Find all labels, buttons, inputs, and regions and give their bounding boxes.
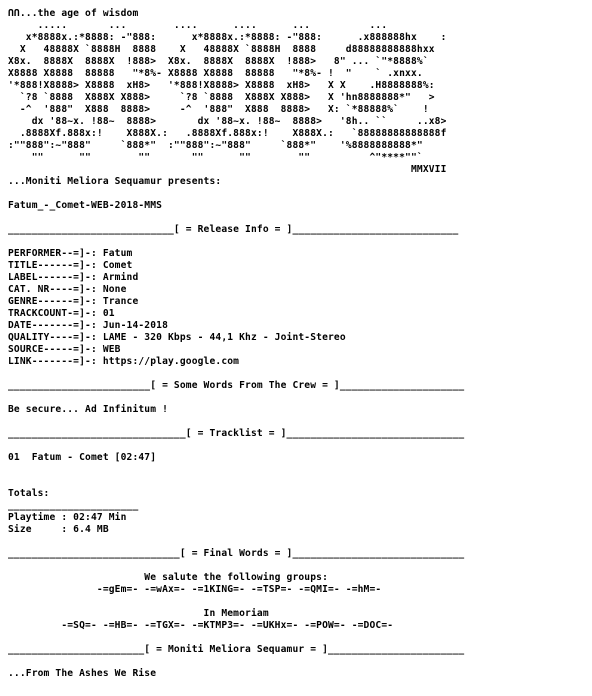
nfo-line [8,440,584,452]
nfo-line [8,368,584,380]
nfo-line [8,188,584,200]
nfo-line: X8x. 8888X 8888X !888> X8x. 8888X 8888X !888> 8" ... `"*8888%` [8,56,429,67]
nfo-line: x*8888x.:*8888: -"888: x*8888x.:*8888: -"888: .x888888hx : [8,32,447,43]
nfo-line: "" "" "" "" "" "" ^"****""` [8,152,429,163]
nfo-line: ______________________ [8,500,139,511]
nfo-line: X8888 X8888 88888 "*8%- X8888 X8888 88888 "*8%- ! " ` .xnxx. [8,68,423,79]
nfo-line: ____________________________[ = Release Info = ]____________________________ [8,224,459,235]
nfo-line: DATE-------=]-: Jun-14-2018 [8,320,168,331]
nfo-line: LINK-------=]-: https://play.google.com [8,356,240,367]
nfo-line [8,236,584,248]
nfo-line: .8888Xf.888x:! X888X.: .8888Xf.888x:! X888X.: `88888888888888f [8,128,447,139]
nfo-line: -=SQ=- -=HB=- -=TGX=- -=KTMP3=- -=UKHx=- -=POW=- -=DOC=- [8,620,394,631]
nfo-line: _____________________________[ = Final Words = ]_____________________________ [8,548,465,559]
nfo-line: TRACKCOUNT-=]-: 01 [8,308,115,319]
nfo-line: :""888":~"888" `888*" :""888":~"888" `888*" '%8888888888*" [8,140,423,151]
nfo-line [8,560,584,572]
nfo-line: ...Moniti Meliora Sequamur presents: [8,176,222,187]
nfo-line: Totals: [8,488,50,499]
nfo-line: dx '88~x. !88~ 8888> dx '88~x. !88~ 8888> '8h.. `` ..x8> [8,116,447,127]
nfo-line: 01 Fatum - Comet [02:47] [8,452,157,463]
nfo-line: QUALITY----=]-: LAME - 320 Kbps - 44,1 Khz - Joint-Stereo [8,332,346,343]
nfo-line: -=gEm=- -=wAx=- -=1KING=- -=TSP=- -=QMI=- -=hM=- [8,584,382,595]
nfo-line: _______________________[ = Moniti Meliora Sequamur = ]_______________________ [8,644,465,655]
nfo-line [8,476,584,488]
nfo-line: `?8 `8888 X888X X888> `?8 `8888 X888X X888> X 'hn8888888*" > [8,92,435,103]
nfo-line: Size : 6.4 MB [8,524,109,535]
nfo-line: ________________________[ = Some Words From The Crew = ]_____________________ [8,380,465,391]
nfo-line: X 48888X `8888H 8888 X 48888X `8888H 8888 d88888888888hxx [8,44,435,55]
nfo-line: In Memoriam [8,608,269,619]
nfo-line [8,632,584,644]
nfo-line [8,536,584,548]
nfo-line [8,392,584,404]
nfo-line [8,656,584,668]
nfo-line: Fatum_-_Comet-WEB-2018-MMS [8,200,163,211]
nfo-line: -^ '888" X888 8888> -^ '888" X888 8888> X: `*88888%` ! [8,104,429,115]
nfo-line: ______________________________[ = Tracklist = ]______________________________ [8,428,465,439]
nfo-line: PERFORMER--=]-: Fatum [8,248,133,259]
nfo-line: ...From The Ashes We Rise [8,668,157,679]
nfo-line: GENRE------=]-: Trance [8,296,139,307]
nfo-line: CAT. NR----=]-: None [8,284,127,295]
nfo-line [8,596,584,608]
nfo-line: We salute the following groups: [8,572,328,583]
nfo-line: TITLE------=]-: Comet [8,260,133,271]
nfo-line [8,416,584,428]
nfo-line [8,464,584,476]
nfo-line: '*888!X8888> X8888 xH8> '*888!X8888> X8888 xH8> X X .H8888888%: [8,80,435,91]
nfo-line: Be secure... Ad Infinitum ! [8,404,168,415]
nfo-line: Playtime : 02:47 Min [8,512,127,523]
nfo-line: SOURCE-----=]-: WEB [8,344,121,355]
nfo-line [8,212,584,224]
nfo-line: ՈՈ...the age of wisdom [8,8,139,19]
nfo-line: MMXVII [8,164,447,175]
nfo-line: LABEL------=]-: Armind [8,272,139,283]
nfo-line: ..... ... .... .... ... ... [8,20,417,31]
